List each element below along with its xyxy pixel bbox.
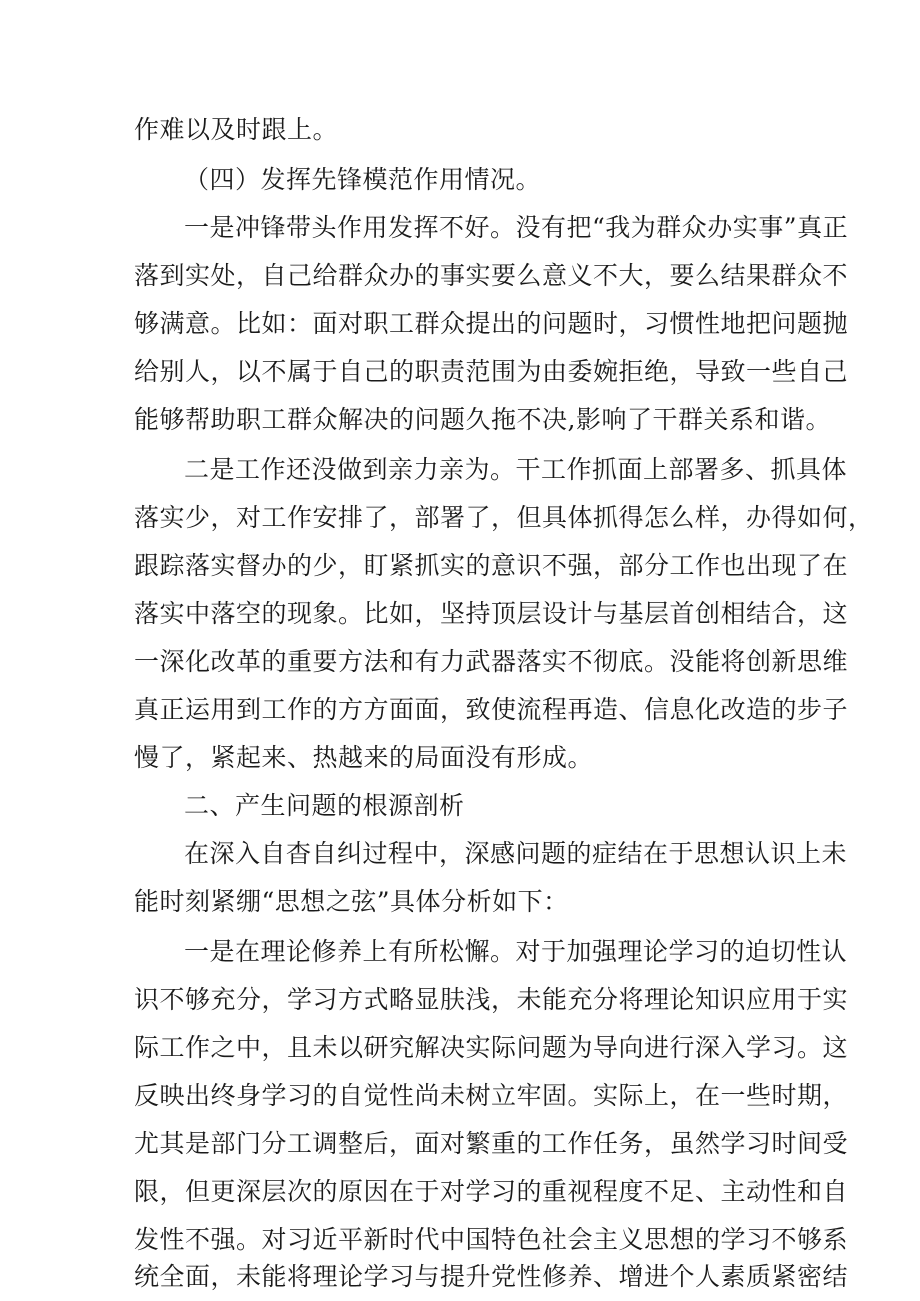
text-line: 够满意。比如：面对职工群众提出的问题时，习惯性地把问题抛	[134, 309, 849, 338]
text-line: 统全面，未能将理论学习与提升党性修养、增进个人素质紧密结	[134, 1262, 849, 1291]
text-line: 一是在理论修养上有所松懈。对于加强理论学习的迫切性认	[184, 937, 848, 966]
text-line: 发性不强。对习近平新时代中国特色社会主义思想的学习不够系	[134, 1225, 849, 1254]
text-line: 一深化改革的重要方法和有力武器落实不彻底。没能将创新思维	[134, 647, 849, 676]
text-line: 落实中落空的现象。比如，坚持顶层设计与基层首创相结合，这	[134, 599, 849, 628]
text-line: 能时刻紧绷“思想之弦”具体分析如下：	[134, 887, 569, 916]
section-heading: 二、产生问题的根源剖析	[184, 791, 465, 820]
text-line: 落实少，对工作安排了，部署了，但具体抓得怎么样，办得如何，	[134, 503, 874, 532]
text-line: 慢了，紧起来、热越来的局面没有形成。	[134, 743, 594, 772]
text-line: 作难以及时跟上。	[134, 115, 339, 144]
text-line: 跟踪落实督办的少，盯紧抓实的意识不强，部分工作也出现了在	[134, 551, 849, 580]
text-line: 能够帮助职工群众解决的问题久拖不决,影响了干群关系和谐。	[134, 405, 831, 434]
text-line: 限，但更深层次的原因在于对学习的重视程度不足、主动性和自	[134, 1177, 849, 1206]
text-line: 一是冲锋带头作用发挥不好。没有把“我为群众办实事”真正	[184, 213, 849, 242]
text-line: 识不够充分，学习方式略显肤浅，未能充分将理论知识应用于实	[134, 985, 849, 1014]
text-line: 落到实处，自己给群众办的事实要么意义不大，要么结果群众不	[134, 261, 849, 290]
text-line: 尤其是部门分工调整后，面对繁重的工作任务，虽然学习时间受	[134, 1129, 849, 1158]
text-line: 际工作之中，且未以研究解决实际问题为导向进行深入学习。这	[134, 1033, 849, 1062]
text-line: 反映出终身学习的自觉性尚未树立牢固。实际上，在一些时期，	[134, 1081, 849, 1110]
text-line: 给别人，以不属于自己的职责范围为由委婉拒绝，导致一些自己	[134, 357, 849, 386]
section-subheading: （四）发挥先锋模范作用情况。	[184, 165, 542, 194]
text-line: 真正运用到工作的方方面面，致使流程再造、信息化改造的步子	[134, 695, 849, 724]
text-line: 二是工作还没做到亲力亲为。干工作抓面上部署多、抓具体	[184, 455, 848, 484]
text-line: 在深入自杳自纠过程中，深感问题的症结在于思想认识上未	[184, 839, 848, 868]
